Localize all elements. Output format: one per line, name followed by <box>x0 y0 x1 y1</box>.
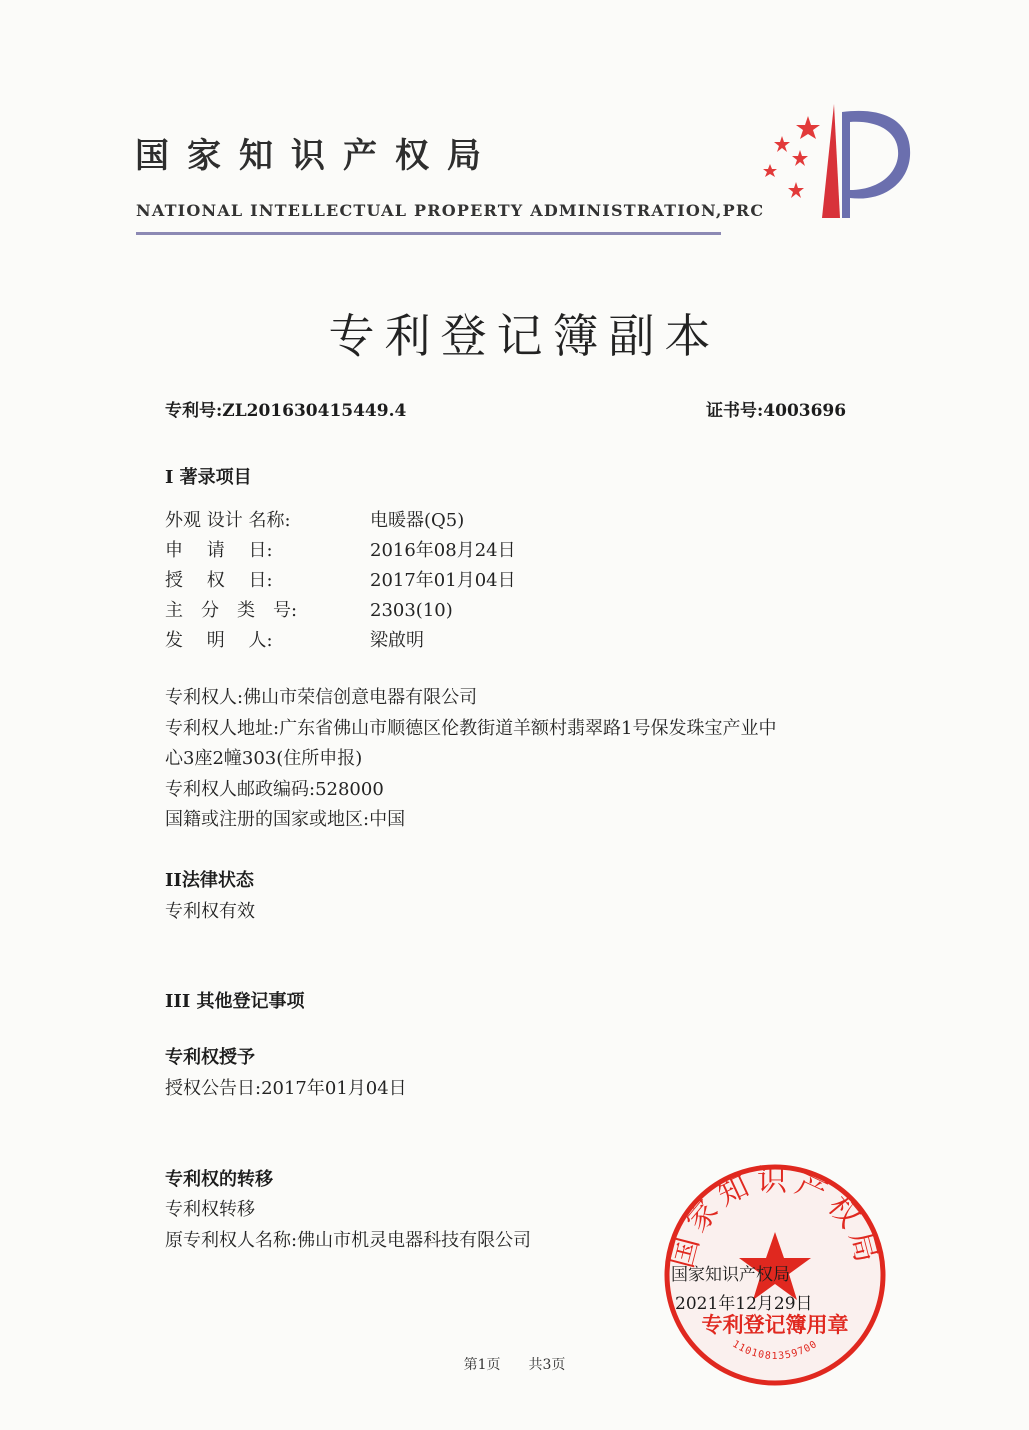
header-divider <box>136 232 721 235</box>
issue-date: 2021年12月29日 <box>675 1294 813 1314</box>
page-number: 第1页 <box>463 1357 501 1373</box>
cnipa-logo-icon <box>760 98 920 223</box>
field-row <box>165 536 516 562</box>
seal-ring-text: 国家知识产权局 <box>664 1163 886 1272</box>
transfer-heading: 专利权的转移 <box>165 1169 273 1190</box>
agency-name-en: NATIONAL INTELLECTUAL PROPERTY ADMINISTRATION,PRC <box>136 201 765 220</box>
field-label: 申 请 日: <box>165 540 273 561</box>
owner-postcode-line: 专利权人邮政编码:528000 <box>165 779 384 800</box>
seal-serial-text: 1101081359700 <box>730 1338 820 1363</box>
field-value: 2017年01月04日 <box>370 570 516 591</box>
field-row <box>165 566 516 592</box>
grant-heading: 专利权授予 <box>165 1047 255 1068</box>
star-icon <box>763 164 777 177</box>
issuer-name: 国家知识产权局 <box>671 1265 790 1285</box>
legal-status-value: 专利权有效 <box>165 901 255 922</box>
field-value: 电暖器(Q5) <box>370 510 465 531</box>
seal-inner-text: 专利登记簿用章 <box>701 1312 849 1337</box>
page-footer <box>0 1354 1029 1374</box>
patent-number <box>165 396 406 421</box>
field-value: 2016年08月24日 <box>370 540 516 561</box>
certificate-number <box>706 396 846 421</box>
owner-address-line-cont: 心3座2幢303(住所申报) <box>165 748 363 769</box>
field-row <box>165 506 464 532</box>
patent-number-value: ZL201630415449.4 <box>222 401 407 421</box>
field-label: 授 权 日: <box>165 570 273 591</box>
field-value: 梁啟明 <box>370 630 424 651</box>
owner-address-line: 专利权人地址:广东省佛山市顺德区伦教街道羊额村翡翠路1号保发珠宝产业中 <box>165 718 777 739</box>
original-owner-line: 原专利权人名称:佛山市机灵电器科技有限公司 <box>165 1230 532 1251</box>
owner-country-line: 国籍或注册的国家或地区:中国 <box>165 809 406 830</box>
star-icon <box>774 136 790 152</box>
page-total: 共3页 <box>528 1357 566 1373</box>
field-label: 主 分 类 号: <box>165 600 298 621</box>
owner-name-line: 专利权人:佛山市荣信创意电器有限公司 <box>165 687 478 708</box>
grant-announcement-line: 授权公告日:2017年01月04日 <box>165 1078 407 1099</box>
patent-number-label: 专利号: <box>165 401 223 421</box>
agency-name-cn: 国家知识产权局 <box>135 136 499 176</box>
star-icon <box>788 182 804 198</box>
document-title: 专利登记簿副本 <box>328 309 721 363</box>
field-label: 外观 设计 名称: <box>165 510 291 531</box>
field-value: 2303(10) <box>370 600 453 621</box>
certificate-number-value: 4003696 <box>763 401 847 421</box>
section-heading-legal-status: II法律状态 <box>165 870 254 891</box>
star-icon <box>796 116 820 139</box>
field-row <box>165 626 424 652</box>
section-heading-bibliographic: I 著录项目 <box>165 467 252 488</box>
transfer-line: 专利权转移 <box>165 1199 255 1220</box>
field-row <box>165 596 453 622</box>
field-label: 发 明 人: <box>165 630 273 651</box>
certificate-number-label: 证书号: <box>706 401 764 421</box>
star-icon <box>792 150 808 166</box>
section-heading-other-items: III 其他登记事项 <box>165 991 305 1012</box>
